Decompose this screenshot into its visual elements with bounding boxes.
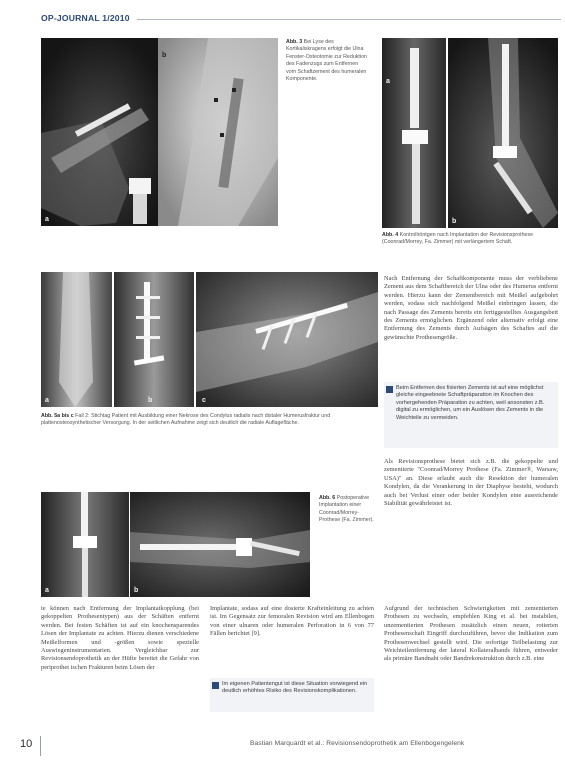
figure-4-caption-label: Abb. 4 [382,232,399,238]
callout-marker-icon [212,682,219,689]
footer-divider [40,736,41,756]
figure-6a-graphic [41,492,129,597]
right-column-paragraph-2: Als Revisionsprothese bietet sich z.B. die gekoppelte und zementierte "Coonrad/Morrey Prothese (Fa. Zimmer®, Warsaw, USA)" an. Diese erlaubt auch die Resektion der humeralen Kondylen, da die Verankerung in der Diaphyse besteht, wodurch auch bei Verlust einer oder beider Kondylen eine ausreichende Stabilität gewährleistet ist. [384,458,558,508]
figure-5-caption-text: Fall 2: Stichtag Patient mit Ausbildung einer Nekrose des Condylus radialis nach distaler Humerusfraktur und plattenosteosynthetischer Versorgung. In der seitlichen Aufnahme zeigt sich deutlich die radiale Auflagefläche. [41,413,331,427]
page-number: 10 [20,738,33,750]
figure-6a-letter: a [45,587,49,594]
figure-5a-xray [41,272,112,407]
figure-4b-xray [448,38,558,228]
bottom-column-2-callout [210,678,374,712]
figure-4-caption-text: Kontrollröntgen nach Implantation der Revisionsprothese (Coonrad/Morrey, Fa. Zimmer) mit verlängertem Schaft. [382,232,534,246]
figure-4b-letter: b [452,218,457,225]
right-column-callout-text: Beim Entfernen des fixierten Zements ist auf eine möglichst gleiche eingeebnete Schaftpräparation im Knochen des vorhergehenden Präparation zu achten, weil ansonsten z.B. digital zu ermöglichen, um ein Auslösen des Zements in die Weichteile zu vermeiden. [396,385,545,421]
right-column-paragraph-1: Nach Entfernung der Schaftkomponente muss der verbliebene Zement aus dem Schaftbereich der Ulna oder des Humerus entfernt werden. Hierzu kann der Zementbereich mit Meißel aufgebohrt werden, sodass sich nachfolgend Meißel einbringen lassen, die nach Passage des Zements bereits ein fertiggestelltes Ausgangsbett des Zements ermöglichen. Ergänzend oder alternativ erfolgt eine Entfernung des Zements durch Aufsägen des Schaftes auf die gewünschte Prothesengröße. [384,275,558,341]
figure-3b-letter: b [162,52,167,59]
figure-3b-graphic [158,38,278,226]
figure-4-caption [382,232,558,247]
figure-6a-xray [41,492,129,597]
figure-6-caption-text: Postoperative Implantation einer Coonrad/Morrey-Prothese (Fa. Zimmer). [319,495,374,524]
figure-5-caption [41,413,378,428]
figure-4a-letter: a [386,78,390,85]
callout-marker-icon [386,386,393,393]
figure-5b-letter: b [148,397,153,404]
figure-3b-xray [158,38,278,226]
figure-3a-xray [41,38,159,226]
figure-6-caption [319,495,377,525]
figure-5c-letter: c [202,397,206,404]
figure-3-caption-text: Bei Lyse des Kortikaliskragens erfolgt die Ulna Fenster-Osteotomie zur Reduktion des Fadenzugs zum Entfernen vom Schaftzement des humeralen Komponente. [286,39,367,83]
figure-5-caption-label: Abb. 5a bis c [41,413,74,419]
bottom-column-2-callout-text: Im eigenen Patientengut ist diese Situation vorwiegend ein deutlich erhöhtes Risiko des Revisionskomplikationen. [222,681,368,695]
figure-5b-xray [114,272,194,407]
figure-3a-letter: a [45,216,49,223]
page-header [41,13,561,27]
bottom-column-1: te können nach Entfernung der Implantatkopplung (bei gekoppelten Prothesentypen) aus der Schäften entfernt werden. Bei festen Schäften ist auf ein knochensparendes Lösen der Implantate zu achten. Hierzu dienen verschiedene Meißelformen und -größen sowie spezielle Auswiegeninstrumentarien. Vergleichbar zur Revisionsendoprothetik an der Hüfte bereitet die Gefahr von periprothet ischen Frakturen beim Lösen der [41,605,199,671]
figure-4a-graphic [382,38,446,228]
figure-4b-graphic [448,38,558,228]
figure-5b-graphic [114,272,194,407]
figure-3-caption-label: Abb. 3 [286,39,303,45]
page-footer [0,734,565,764]
journal-title: OP-JOURNAL 1/2010 [41,13,130,23]
figure-6b-graphic [130,492,310,597]
figure-5a-graphic [41,272,112,407]
figure-5c-graphic [196,272,378,407]
bottom-column-3: Aufgrund der technischen Schwierigkeiten mit zementierten Prothesen zu wechseln, empfehlen King et al. bei instabilen, unzementierten Prothesen zusätzlich einen neuen, rotierten Prothesenschaft Eingriff durchzuführen, bevor die Indikation zum Prothesenwechsel gestellt wird. Die sofortige Teilbelastung zur Weichteilentfernung der lateral Kollateralbands führen, entweder als primäre Bandnaht oder Bandrekonstruktion durch z.B. eine [384,605,558,663]
figure-3a-graphic [41,38,159,226]
header-rule [137,19,561,20]
figure-6b-letter: b [134,587,139,594]
figure-3-caption [286,39,368,83]
figure-5c-xray [196,272,378,407]
bottom-column-2: Implantate, sodass auf eine dosierte Krafteinleitung zu achten ist. Im Gegensatz zur femoralen Revision wird am Ellenbogen von einer ulnaren oder humeralen Perforation in 6 von 77 Fällen berichtet [9]. [210,605,374,638]
footer-citation: Bastian Marquardt et al.: Revisionsendoprothetik am Ellenbogengelenk [250,740,465,747]
figure-6-caption-label: Abb. 6 [319,495,336,501]
figure-5a-letter: a [45,397,49,404]
figure-4a-xray [382,38,446,228]
figure-6b-xray [130,492,310,597]
right-column-callout [384,382,558,448]
